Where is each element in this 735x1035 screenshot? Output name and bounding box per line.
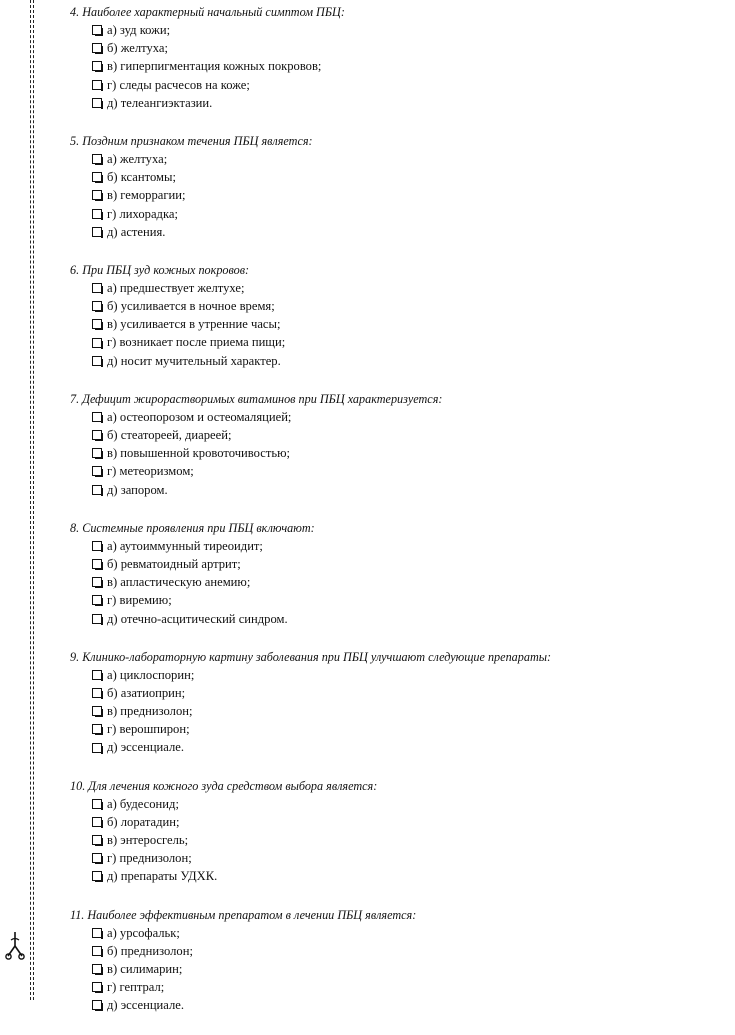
answer-option[interactable] (92, 960, 720, 978)
answer-options (70, 924, 720, 1015)
checkbox-icon[interactable] (92, 706, 102, 716)
answer-option-label: г) следы расчесов на коже; (107, 77, 250, 92)
answer-option[interactable] (92, 813, 720, 831)
answer-option[interactable] (92, 978, 720, 996)
checkbox-icon[interactable] (92, 227, 102, 237)
answer-option[interactable] (92, 462, 720, 480)
question-block (70, 261, 720, 370)
answer-option[interactable] (92, 205, 720, 223)
answer-option-label: д) эссенциале. (107, 740, 185, 755)
checkbox-icon[interactable] (92, 1000, 102, 1010)
answer-option-label: д) носит мучительный характер. (107, 353, 281, 368)
answer-option[interactable] (92, 76, 720, 94)
answer-option[interactable] (92, 186, 720, 204)
checkbox-icon[interactable] (92, 338, 102, 348)
answer-option-label: б) желтуха; (107, 41, 169, 56)
checkbox-icon[interactable] (92, 670, 102, 680)
answer-option[interactable] (92, 942, 720, 960)
answer-option-label: д) эссенциале. (107, 998, 185, 1013)
answer-option[interactable] (92, 408, 720, 426)
answer-option[interactable] (92, 831, 720, 849)
checkbox-icon[interactable] (92, 98, 102, 108)
answer-option[interactable] (92, 795, 720, 813)
checkbox-icon[interactable] (92, 964, 102, 974)
answer-option-label: д) запором. (107, 482, 168, 497)
answer-option[interactable] (92, 573, 720, 591)
checkbox-icon[interactable] (92, 412, 102, 422)
answer-option-label: д) телеангиэктазии. (107, 95, 213, 110)
question-block (70, 648, 720, 757)
answer-option[interactable] (92, 481, 720, 499)
answer-option-label: а) зуд кожи; (107, 23, 171, 37)
answer-option-label: а) остеопорозом и остеомаляцией; (107, 409, 292, 424)
checkbox-icon[interactable] (92, 982, 102, 992)
answer-option[interactable] (92, 684, 720, 702)
answer-option-label: б) ревматоидный артрит; (107, 556, 241, 571)
answer-option[interactable] (92, 738, 720, 756)
answer-option[interactable] (92, 279, 720, 297)
question-block (70, 132, 720, 241)
answer-option[interactable] (92, 996, 720, 1014)
checkbox-icon[interactable] (92, 724, 102, 734)
answer-option[interactable] (92, 333, 720, 351)
question-title: 6. При ПБЦ зуд кожных покровов: (70, 262, 250, 277)
question-block (70, 3, 720, 112)
checkbox-icon[interactable] (92, 928, 102, 938)
answer-option[interactable] (92, 426, 720, 444)
answer-option-label: а) циклоспорин; (107, 667, 195, 682)
answer-options (70, 21, 720, 112)
answer-option[interactable] (92, 39, 720, 57)
answer-option[interactable] (92, 720, 720, 738)
answer-option[interactable] (92, 537, 720, 555)
answer-option[interactable] (92, 924, 720, 942)
answer-options (70, 537, 720, 628)
answer-option-label: в) апластическую анемию; (107, 575, 251, 590)
answer-option-label: а) аутоиммунный тиреоидит; (107, 538, 263, 553)
checkbox-icon[interactable] (92, 430, 102, 440)
question-title: 11. Наиболее эффективным препаратом в лечении ПБЦ является: (70, 907, 417, 922)
checkbox-icon[interactable] (92, 319, 102, 329)
question-title: 8. Системные проявления при ПБЦ включают: (70, 520, 315, 535)
answer-option[interactable] (92, 150, 720, 168)
answer-option[interactable] (92, 702, 720, 720)
checkbox-icon[interactable] (92, 835, 102, 845)
answer-option[interactable] (92, 444, 720, 462)
answer-option-label: а) предшествует желтухе; (107, 280, 245, 295)
checkbox-icon[interactable] (92, 559, 102, 569)
question-title: 4. Наиболее характерный начальный симптом ПБЦ: (70, 5, 345, 19)
answer-option-label: в) гиперпигментация кожных покровов; (107, 59, 322, 74)
answer-option[interactable] (92, 610, 720, 628)
question-list (70, 3, 720, 1035)
answer-option-label: г) лихорадка; (107, 206, 178, 221)
answer-option[interactable] (92, 223, 720, 241)
answer-option-label: а) урсофальк; (107, 925, 180, 940)
answer-option-label: г) верошпирон; (107, 722, 190, 737)
answer-option-label: в) усиливается в утренние часы; (107, 317, 281, 332)
answer-option-label: б) усиливается в ночное время; (107, 299, 275, 314)
question-title: 9. Клинико-лабораторную картину заболевания при ПБЦ улучшают следующие препараты: (70, 649, 552, 664)
answer-option[interactable] (92, 21, 720, 39)
answer-option-label: г) метеоризмом; (107, 464, 194, 479)
checkbox-icon[interactable] (92, 485, 102, 495)
cut-line (30, 0, 34, 1000)
answer-option[interactable] (92, 666, 720, 684)
answer-options (70, 150, 720, 241)
checkbox-icon[interactable] (92, 172, 102, 182)
checkbox-icon[interactable] (92, 817, 102, 827)
checkbox-icon[interactable] (92, 209, 102, 219)
checkbox-icon[interactable] (92, 466, 102, 476)
question-block (70, 906, 720, 1015)
checkbox-icon[interactable] (92, 61, 102, 71)
checkbox-icon[interactable] (92, 595, 102, 605)
checkbox-icon[interactable] (92, 301, 102, 311)
answer-option[interactable] (92, 352, 720, 370)
checkbox-icon[interactable] (92, 946, 102, 956)
question-title: 10. Для лечения кожного зуда средством выбора является: (70, 778, 378, 793)
checkbox-icon[interactable] (92, 799, 102, 809)
answer-option-label: в) энтеросгель; (107, 833, 189, 847)
answer-option-label: б) преднизолон; (107, 943, 193, 958)
answer-option-label: в) повышенной кровоточивостью; (107, 446, 290, 461)
checkbox-icon[interactable] (92, 80, 102, 90)
checkbox-icon[interactable] (92, 43, 102, 53)
checkbox-icon[interactable] (92, 853, 102, 863)
answer-option-label: б) стеатореей, диареей; (107, 428, 232, 442)
answer-option-label: д) астения. (107, 224, 166, 239)
answer-option-label: а) желтуха; (107, 151, 168, 166)
answer-option-label: б) ксантомы; (107, 170, 176, 185)
answer-option-label: в) силимарин; (107, 961, 183, 976)
answer-option-label: г) гептрал; (107, 980, 165, 995)
answer-option-label: д) препараты УДХК. (107, 869, 218, 884)
answer-options (70, 279, 720, 370)
answer-option-label: д) отечно-асцитический синдром. (107, 611, 288, 626)
answer-option[interactable] (92, 555, 720, 573)
answer-option-label: г) возникает после приема пищи; (107, 335, 286, 350)
checkbox-icon[interactable] (92, 283, 102, 293)
checkbox-icon[interactable] (92, 356, 102, 366)
answer-option-label: в) преднизолон; (107, 704, 193, 719)
question-block (70, 777, 720, 886)
checkbox-icon[interactable] (92, 871, 102, 881)
answer-option[interactable] (92, 297, 720, 315)
checkbox-icon[interactable] (92, 688, 102, 698)
checkbox-icon[interactable] (92, 614, 102, 624)
checkbox-icon[interactable] (92, 190, 102, 200)
question-title: 7. Дефицит жирорастворимых витаминов при ПБЦ характеризуется: (70, 391, 443, 406)
answer-option-label: г) преднизолон; (107, 851, 192, 866)
checkbox-icon[interactable] (92, 577, 102, 587)
answer-option[interactable] (92, 57, 720, 75)
answer-option[interactable] (92, 94, 720, 112)
answer-option-label: б) лоратадин; (107, 814, 180, 829)
checkbox-icon[interactable] (92, 154, 102, 164)
answer-option-label: в) геморрагии; (107, 188, 186, 203)
answer-options (70, 666, 720, 757)
answer-options (70, 408, 720, 499)
scissors-icon (4, 930, 26, 960)
question-title: 5. Поздним признаком течения ПБЦ является: (70, 133, 313, 148)
checkbox-icon[interactable] (92, 448, 102, 458)
question-block (70, 390, 720, 499)
answer-option-label: г) виремию; (107, 593, 172, 608)
checkbox-icon[interactable] (92, 541, 102, 551)
answer-option[interactable] (92, 315, 720, 333)
question-block (70, 519, 720, 628)
answer-option-label: а) будесонид; (107, 796, 179, 811)
checkbox-icon[interactable] (92, 743, 102, 753)
answer-option[interactable] (92, 867, 720, 885)
answer-option-label: б) азатиоприн; (107, 685, 186, 700)
checkbox-icon[interactable] (92, 25, 102, 35)
answer-option[interactable] (92, 849, 720, 867)
answer-option[interactable] (92, 591, 720, 609)
answer-options (70, 795, 720, 886)
answer-option[interactable] (92, 168, 720, 186)
